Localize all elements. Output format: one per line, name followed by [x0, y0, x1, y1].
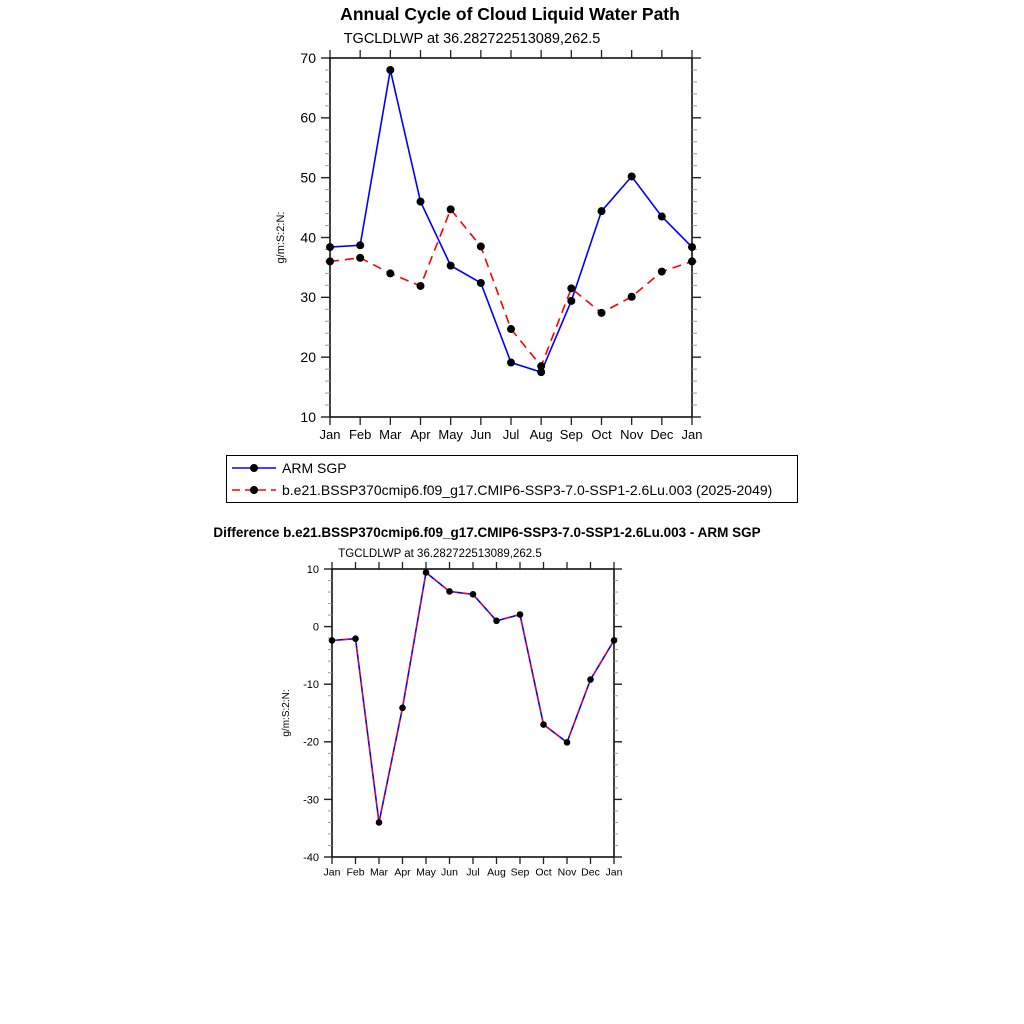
x-tick-label: Jul	[502, 427, 520, 442]
x-tick-label: Aug	[487, 866, 506, 879]
x-tick-label: Nov	[557, 866, 577, 879]
plot-frame	[332, 569, 614, 857]
x-tick-label: Mar	[379, 427, 402, 442]
x-tick-label: Aug	[529, 427, 553, 442]
y-tick-label: 70	[300, 49, 316, 66]
data-point	[587, 676, 594, 683]
data-point	[540, 721, 547, 728]
data-point	[376, 819, 383, 826]
legend-label-arm-sgp: ARM SGP	[282, 460, 347, 476]
x-tick-label: Jun	[470, 427, 492, 442]
y-tick-label: -10	[303, 679, 319, 692]
x-tick-label: Feb	[348, 427, 372, 442]
data-point	[446, 588, 453, 595]
series-line	[332, 572, 614, 822]
top-chart-subtitle: TGCLDLWP at 36.282722513089,262.5	[343, 31, 601, 47]
main-title: Annual Cycle of Cloud Liquid Water Path	[340, 4, 680, 24]
y-tick-label: 0	[312, 621, 319, 634]
y-tick-label: -30	[303, 794, 319, 807]
y-tick-label: 20	[300, 349, 316, 366]
x-tick-label: May	[416, 866, 436, 879]
x-tick-label: Dec	[650, 427, 674, 442]
x-tick-label: Jul	[466, 866, 480, 879]
difference-chart-subtitle: TGCLDLWP at 36.282722513089,262.5	[338, 548, 542, 560]
data-point	[423, 569, 430, 576]
x-tick-label: Jan	[319, 427, 341, 442]
data-point	[399, 705, 406, 712]
x-tick-label: Oct	[591, 427, 612, 442]
data-point	[517, 611, 524, 618]
y-tick-label: 10	[306, 563, 319, 576]
x-tick-label: Apr	[394, 866, 411, 879]
legend-label-model: b.e21.BSSP370cmip6.f09_g17.CMIP6-SSP3-7.0-SSP1-2.6Lu.003 (2025-2049)	[282, 482, 773, 498]
data-point	[611, 637, 618, 644]
x-tick-label: Nov	[620, 427, 644, 442]
y-axis-label: g/m:S:2:N:	[275, 211, 287, 264]
x-tick-label: Mar	[369, 866, 389, 879]
difference-chart-title: Difference b.e21.BSSP370cmip6.f09_g17.CMIP6-SSP3-7.0-SSP1-2.6Lu.003 - ARM SGP	[213, 525, 761, 540]
x-tick-label: Dec	[581, 866, 600, 879]
y-tick-label: 60	[300, 109, 316, 126]
difference-plot	[281, 562, 623, 879]
x-tick-label: Jan	[323, 866, 341, 879]
x-tick-label: Oct	[535, 866, 552, 879]
x-tick-label: Jun	[441, 866, 458, 879]
y-tick-label: -40	[303, 851, 319, 864]
data-point	[329, 637, 336, 644]
x-tick-label: May	[438, 427, 463, 442]
data-point	[470, 591, 477, 598]
y-tick-label: -20	[303, 736, 319, 749]
x-tick-label: Feb	[346, 866, 365, 879]
y-tick-label: 10	[300, 408, 316, 425]
data-point	[493, 618, 500, 625]
y-tick-label: 50	[300, 169, 316, 186]
x-tick-label: Apr	[410, 427, 431, 442]
x-tick-label: Sep	[559, 427, 583, 442]
data-point	[352, 635, 359, 642]
y-tick-label: 30	[300, 289, 316, 306]
y-tick-label: 40	[300, 229, 316, 246]
y-axis-label: g/m:S:2:N:	[281, 689, 292, 737]
data-point	[564, 739, 571, 746]
x-tick-label: Jan	[681, 427, 703, 442]
x-tick-label: Sep	[510, 866, 530, 879]
x-tick-label: Jan	[605, 866, 623, 879]
